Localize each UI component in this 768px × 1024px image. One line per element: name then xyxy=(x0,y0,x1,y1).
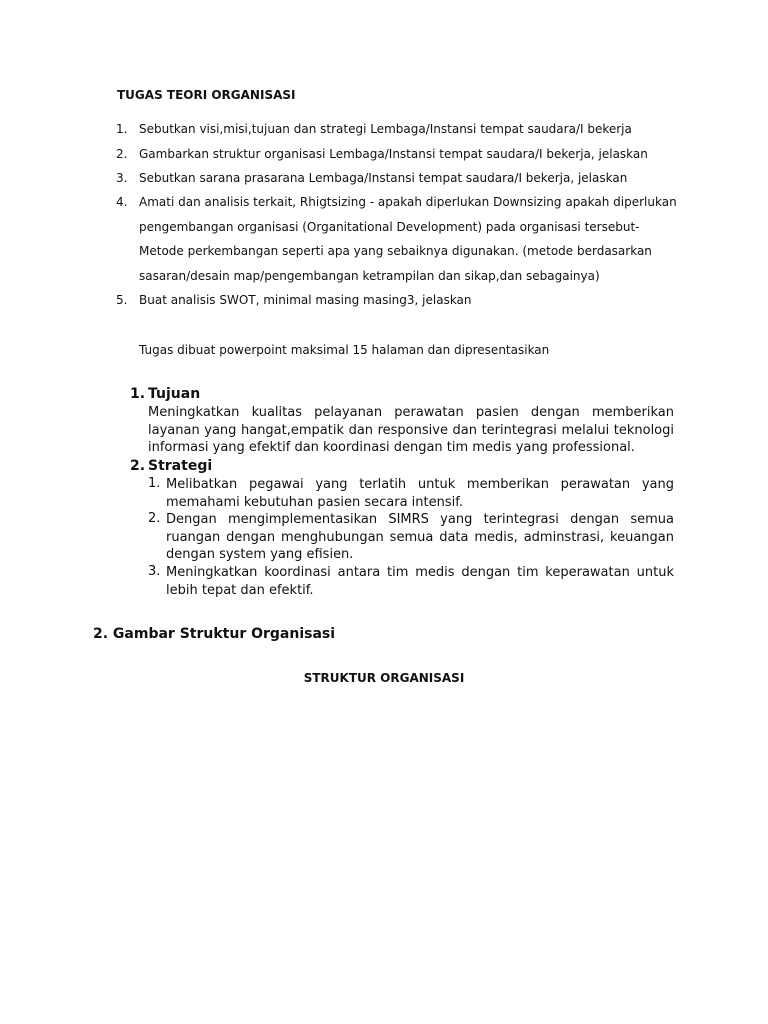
tujuan-body: Meningkatkan kualitas pelayanan perawatan pasien dengan memberikan layanan yang hangat,empatik dan responsive dan terintegrasi melalui teknologi informasi yang efektif dan koordinasi dengan tim medis yang professional. xyxy=(148,405,674,455)
tujuan-number: 1. xyxy=(130,386,146,402)
task-item-text: Buat analisis SWOT, minimal masing masing3, jelaskan xyxy=(139,293,472,307)
strategi-item-text: Meningkatkan koordinasi antara tim medis dengan tim keperawatan untuk lebih tepat dan efektif. xyxy=(166,565,674,598)
task-item-number: 4. xyxy=(116,195,128,209)
task-item-text-line: sasaran/desain map/pengembangan ketrampilan dan sikap,dan sebagainya) xyxy=(139,269,600,283)
strategi-item-text: Melibatkan pegawai yang terlatih untuk memberikan perawatan yang memahami kebutuhan pasien secara intensif. xyxy=(166,477,674,510)
strategi-number: 2. xyxy=(130,458,146,474)
struktur-organisasi-title: STRUKTUR ORGANISASI xyxy=(303,671,465,685)
tujuan-heading: Tujuan xyxy=(148,386,201,402)
task-item-number: 3. xyxy=(116,171,128,185)
task-item-text: Sebutkan sarana prasarana Lembaga/Instansi tempat saudara/I bekerja, jelaskan xyxy=(139,171,628,185)
strategi-item-number: 1. xyxy=(148,476,161,491)
task-title: TUGAS TEORI ORGANISASI xyxy=(117,88,296,102)
task-item-number: 2. xyxy=(116,147,128,161)
strategi-item-number: 2. xyxy=(148,511,161,526)
task-item-text-line: Amati dan analisis terkait, Rhigtsizing - apakah diperlukan Downsizing apakah diperlukan xyxy=(139,195,677,209)
task-item-text-line: Metode perkembangan seperti apa yang sebaiknya digunakan. (metode berdasarkan xyxy=(139,244,652,258)
task-item-number: 1. xyxy=(116,122,128,136)
task-item-text: Sebutkan visi,misi,tujuan dan strategi Lembaga/Instansi tempat saudara/I bekerja xyxy=(139,122,632,136)
task-item-number: 5. xyxy=(116,293,128,307)
task-note: Tugas dibuat powerpoint maksimal 15 halaman dan dipresentasikan xyxy=(139,343,550,357)
section2-heading: 2. Gambar Struktur Organisasi xyxy=(93,626,336,642)
strategi-item-text: Dengan mengimplementasikan SIMRS yang terintegrasi dengan semua ruangan dengan menghubungan semua data medis, adminstrasi, keuangan dengan system yang efisien. xyxy=(166,512,674,562)
strategi-heading: Strategi xyxy=(148,458,213,474)
task-item-text: Gambarkan struktur organisasi Lembaga/Instansi tempat saudara/I bekerja, jelaskan xyxy=(139,147,648,161)
strategi-item-number: 3. xyxy=(148,564,161,579)
task-item-text-line: pengembangan organisasi (Organitational Development) pada organisasi tersebut- xyxy=(139,220,640,234)
